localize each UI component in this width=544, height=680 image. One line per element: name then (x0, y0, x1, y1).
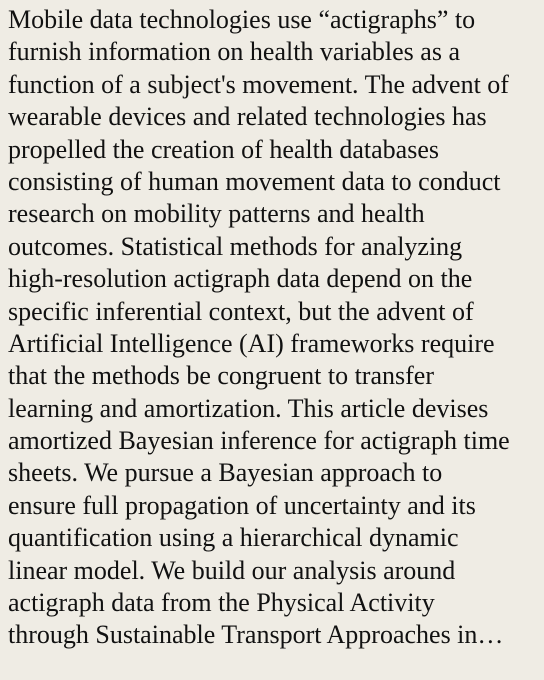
text-line-11: Artificial Intelligence (AI) frameworks require (8, 328, 495, 358)
text-line-19: actigraph data from the Physical Activity (8, 588, 435, 618)
text-line-1: Mobile data technologies use “actigraphs” to (8, 5, 476, 34)
text-line-10: specific inferential context, but the advent of (8, 296, 474, 326)
text-line-6: consisting of human movement data to conduct (8, 166, 501, 196)
text-line-20: through Sustainable Transport Approaches in… (8, 620, 504, 650)
abstract-text (8, 4, 536, 652)
text-line-16: ensure full propagation of uncertainty and its (8, 490, 476, 520)
text-line-5: propelled the creation of health databases (8, 134, 439, 164)
text-line-9: high-resolution actigraph data depend on the (8, 264, 473, 294)
text-line-12: that the methods be congruent to transfer (8, 361, 434, 391)
text-line-4: wearable devices and related technologies has (8, 102, 487, 132)
text-line-14: amortized Bayesian inference for actigraph time (8, 426, 510, 456)
text-line-15: sheets. We pursue a Bayesian approach to (8, 458, 443, 488)
text-line-8: outcomes. Statistical methods for analyzing (8, 231, 463, 261)
text-line-7: research on mobility patterns and health (8, 199, 425, 229)
text-line-2: furnish information on health variables as a (8, 37, 460, 67)
text-line-13: learning and amortization. This article devises (8, 393, 489, 423)
text-line-18: linear model. We build our analysis around (8, 555, 456, 585)
text-line-3: function of a subject's movement. The advent of (8, 69, 509, 99)
text-line-17: quantification using a hierarchical dynamic (8, 523, 459, 553)
